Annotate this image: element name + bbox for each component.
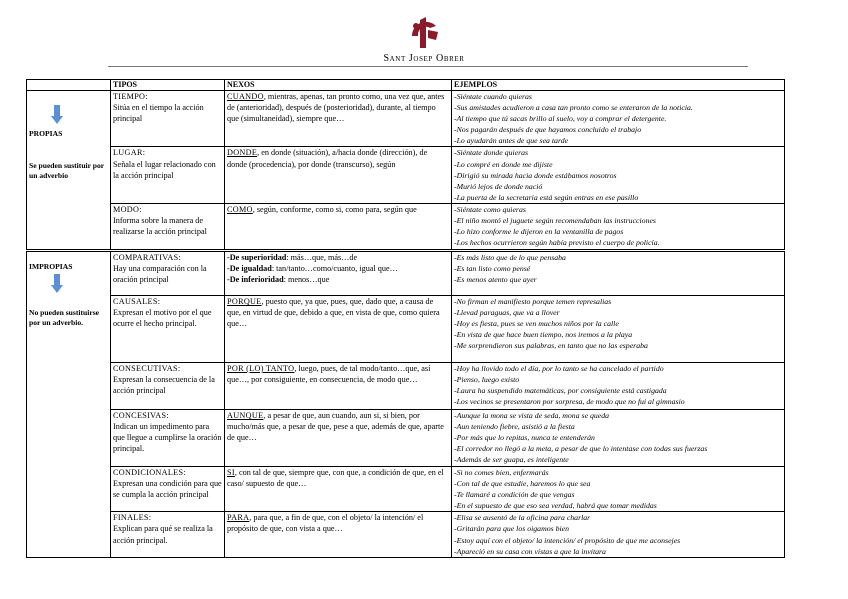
tipo-name: FINALES: bbox=[113, 513, 152, 523]
tipo-cell bbox=[111, 250, 225, 295]
ejemplo: -Con tal de que estudie, haremos lo que sea bbox=[454, 479, 591, 489]
ejemplo: -Siéntate donde quieras bbox=[454, 148, 529, 158]
comparison-kind: -De superioridad bbox=[227, 252, 287, 262]
ejemplo: -Llevad paraguas, que va a llover bbox=[454, 308, 560, 318]
nexos-cell bbox=[225, 362, 452, 409]
ejemplo: -Es menos atento que ayer bbox=[454, 275, 537, 285]
ejemplo: -Lo hizo conforme le dijeron en la ventanilla de pagos bbox=[454, 227, 624, 237]
tipo-cell bbox=[111, 466, 225, 511]
comparison-item bbox=[227, 252, 449, 263]
tipo-cell bbox=[111, 362, 225, 409]
subordinate-clauses-table bbox=[26, 79, 785, 558]
ejemplo: -Si no comes bien, enfermarás bbox=[454, 467, 549, 477]
ejemplo: -En vista de que hace buen tiempo, nos iremos a la playa bbox=[454, 330, 633, 340]
ejemplo: -Es más listo que de lo que pensaba bbox=[454, 252, 566, 262]
ejemplos-cell bbox=[452, 147, 785, 203]
ejemplos-cell bbox=[452, 295, 785, 362]
ejemplos-cell bbox=[452, 250, 785, 295]
tipo-desc: Indican un impedimento para que llegue a cumplirse la oración principal. bbox=[113, 422, 222, 454]
header-nexos: NEXOS bbox=[225, 80, 452, 91]
ejemplos-cell bbox=[452, 409, 785, 466]
comparison-kind: -De inferioridad bbox=[227, 275, 284, 285]
table-row bbox=[27, 295, 785, 362]
nexo-rest: , en donde (situación), a/hacia donde (dirección), de donde (procedencia), por donde (transcurso), según bbox=[227, 148, 428, 169]
ejemplo: -Además de ser guapa, es inteligente bbox=[454, 455, 569, 465]
nexo-rest: , para que, a fin de que, con el objeto/ la intención/ el propósito de que, con vista a que… bbox=[227, 513, 424, 534]
ejemplo: -Sus amistades acudieron a casa tan pronto como se enteraron de la noticia. bbox=[454, 103, 693, 113]
tipo-name: TIEMPO: bbox=[113, 92, 148, 101]
ejemplo: -Hoy es fiesta, pues se ven muchos niños por la calle bbox=[454, 319, 619, 329]
ejemplo: -Murió lejos de donde nació bbox=[454, 181, 543, 191]
table-row bbox=[27, 362, 785, 409]
comparison-nexos: : más…que, más…de bbox=[286, 252, 358, 262]
ejemplo: -Por más que lo repitas, nunca te entenderán bbox=[454, 433, 595, 443]
tipo-desc: Sitúa en el tiempo la acción principal bbox=[113, 103, 204, 124]
nexos-cell bbox=[225, 409, 452, 466]
tipo-name: CAUSALES: bbox=[113, 296, 161, 306]
comparison-nexos: : tan/tanto…como/cuanto, igual que… bbox=[271, 264, 398, 274]
nexo-main: COMO bbox=[227, 204, 253, 214]
ejemplos-cell bbox=[452, 362, 785, 409]
ejemplos-cell bbox=[452, 91, 785, 147]
tipo-name: CONCESIVAS: bbox=[113, 410, 169, 420]
nexo-rest: , a pesar de que, aun cuando, aun si, si bien, por mucho/más que, a pesar de que, pese a que, además de que, aparte de que… bbox=[227, 410, 444, 443]
ejemplo: -Te llamaré a condición de que vengas bbox=[454, 490, 575, 500]
brand-name: Sant Josep Obrer bbox=[383, 53, 465, 64]
tipo-name: CONDICIONALES: bbox=[113, 467, 186, 477]
table-row bbox=[27, 409, 785, 466]
nexo-main: AUNQUE bbox=[227, 410, 264, 420]
arrow-down-icon bbox=[51, 274, 63, 294]
tipo-cell bbox=[111, 203, 225, 250]
table-header-row bbox=[27, 80, 785, 91]
arrow-down-icon bbox=[51, 105, 63, 125]
table-row bbox=[27, 91, 785, 147]
tipo-name: LUGAR: bbox=[113, 148, 146, 158]
nexo-main: POR (LO) TANTO bbox=[227, 363, 295, 373]
ejemplo: -En el supuesto de que eso sea verdad, habrá que tomar medidas bbox=[454, 501, 657, 511]
header-empty bbox=[27, 80, 111, 91]
table-row bbox=[27, 512, 785, 557]
table-row bbox=[27, 203, 785, 250]
nexos-cell bbox=[225, 295, 452, 362]
ejemplo: -Laura ha suspendido matemáticas, por consiguiente está castigada bbox=[454, 386, 667, 396]
nexo-rest: , con tal de que, siempre que, con que, a condición de que, en el caso/ supuesto de que… bbox=[227, 467, 444, 489]
header-divider bbox=[108, 66, 748, 67]
group-propias bbox=[27, 91, 111, 251]
ejemplo: -Los vecinos se presentaron por sorpresa, de modo que no fui al gimnasio bbox=[454, 397, 685, 407]
ejemplo: -Al tiempo que tú sacas brillo al suelo, voy a comprar el detergente. bbox=[454, 114, 667, 124]
nexo-rest: , puesto que, ya que, pues, que, dado que, a causa de que, en virtud de que, debido a que, en vista de que, como quiera que… bbox=[227, 296, 440, 329]
ejemplo: -Pienso, luego existo bbox=[454, 375, 520, 385]
tipo-name: MODO: bbox=[113, 204, 142, 214]
tipo-cell bbox=[111, 147, 225, 203]
header-ejemplos: EJEMPLOS bbox=[452, 80, 785, 91]
ejemplo: -Siéntate como quieras bbox=[454, 204, 526, 214]
ejemplo: -Elisa se ausentó de la oficina para charlar bbox=[454, 513, 591, 523]
nexo-rest: , luego, pues, de tal modo/tanto…que, así que…, por consiguiente, en consecuencia, de modo que… bbox=[227, 363, 431, 385]
nexos-cell bbox=[225, 512, 452, 557]
tipo-desc: Hay una comparación con la oración principal bbox=[113, 264, 207, 285]
nexos-cell bbox=[225, 466, 452, 511]
ejemplo: -Lo ayudarán antes de que sea tarde bbox=[454, 136, 569, 146]
header-tipos: TIPOS bbox=[111, 80, 225, 91]
tipo-desc: Informa sobre la manera de realizarse la acción principal bbox=[113, 216, 207, 237]
tipo-desc: Expresan el motivo por el que ocurre el hecho principal. bbox=[113, 308, 212, 329]
tipo-desc: Explican para qué se realiza la acción principal. bbox=[113, 524, 213, 545]
nexo-main: PARA bbox=[227, 513, 250, 523]
tipo-cell bbox=[111, 512, 225, 557]
nexo-rest: , mientras, apenas, tan pronto como, una vez que, antes de (anterioridad), después de (posterioridad), durante, al tiempo que (simultaneidad), siempre que… bbox=[227, 92, 445, 124]
ejemplo: -Aunque la mona se vista de seda, mona se queda bbox=[454, 410, 610, 420]
tipo-cell bbox=[111, 295, 225, 362]
comparison-item bbox=[227, 274, 449, 285]
nexo-main: PORQUE bbox=[227, 296, 262, 306]
nexo-main: DONDE bbox=[227, 148, 258, 158]
ejemplo: -Siéntate cuando quieras bbox=[454, 92, 532, 101]
group-impropias bbox=[27, 250, 111, 557]
table-row bbox=[27, 250, 785, 295]
group-note: No pueden sustituirse por un adverbio. bbox=[29, 307, 100, 327]
nexos-cell bbox=[225, 147, 452, 203]
ejemplo: -Los hechos ocurrieron según había previsto el cuerpo de policía. bbox=[454, 238, 660, 248]
sant-josep-obrer-logo-icon bbox=[406, 14, 442, 50]
ejemplo: -No firman el manifiesto porque temen represalias bbox=[454, 296, 612, 306]
ejemplo: -Nos pagarán después de que hayamos concluido el trabajo bbox=[454, 125, 642, 135]
ejemplo: -El niño montó el juguete según recomendaban las instrucciones bbox=[454, 216, 656, 226]
comparison-nexos: : menos…que bbox=[283, 275, 330, 285]
nexo-main: CUANDO bbox=[227, 92, 264, 101]
group-label: PROPIAS bbox=[29, 129, 63, 138]
tipo-name: COMPARATIVAS: bbox=[113, 252, 182, 262]
group-note: Se pueden sustituir por un adverbio bbox=[29, 161, 105, 180]
tipo-cell bbox=[111, 409, 225, 466]
ejemplos-cell bbox=[452, 466, 785, 511]
nexo-main: SI bbox=[227, 467, 235, 477]
ejemplos-cell bbox=[452, 203, 785, 250]
tipo-desc: Expresan la consecuencia de la acción principal bbox=[113, 375, 215, 396]
table-row bbox=[27, 466, 785, 511]
tipo-desc: Expresan una condición para que se cumpla la acción principal bbox=[113, 479, 222, 500]
ejemplo: -Estoy aquí con el objeto/ la intención/ el propósito de que me aconsejes bbox=[454, 535, 681, 545]
nexo-rest: , según, conforme, como si, como para, según que bbox=[252, 204, 417, 214]
table-row bbox=[27, 147, 785, 203]
group-label: IMPROPIAS bbox=[29, 261, 73, 271]
nexos-cell bbox=[225, 250, 452, 295]
comparison-kind: -De igualdad bbox=[227, 264, 272, 274]
ejemplo: -Aun teniendo fiebre, asistió a la fiesta bbox=[454, 422, 575, 432]
ejemplo: -Dirigió su mirada hacia donde estábamos nosotros bbox=[454, 170, 617, 180]
ejemplos-cell bbox=[452, 512, 785, 557]
ejemplo: -Hoy ha llovido todo el día, por lo tanto se ha cancelado el partido bbox=[454, 363, 664, 373]
tipo-name: CONSECUTIVAS: bbox=[113, 363, 181, 373]
ejemplo: -La puerta de la secretaria está según entras en ese pasillo bbox=[454, 192, 639, 202]
ejemplo: -Gritarán para que los oigamos bien bbox=[454, 524, 570, 534]
ejemplo: -Es tan listo como pensé bbox=[454, 264, 531, 274]
ejemplo: -Me sorprendieron sus palabras, en tanto que no las esperaba bbox=[454, 341, 648, 351]
ejemplo: -Lo compré en donde me dijiste bbox=[454, 159, 553, 169]
nexos-cell bbox=[225, 203, 452, 250]
comparison-item bbox=[227, 263, 449, 274]
nexos-cell bbox=[225, 91, 452, 147]
ejemplo: -Apareció en su casa con vistas a que la invitara bbox=[454, 546, 606, 556]
ejemplo: -El corredor no llegó a la meta, a pesar de que lo intentase con todas sus fuerzas bbox=[454, 444, 708, 454]
tipo-cell bbox=[111, 91, 225, 147]
tipo-desc: Señala el lugar relacionado con la acción principal bbox=[113, 159, 216, 180]
